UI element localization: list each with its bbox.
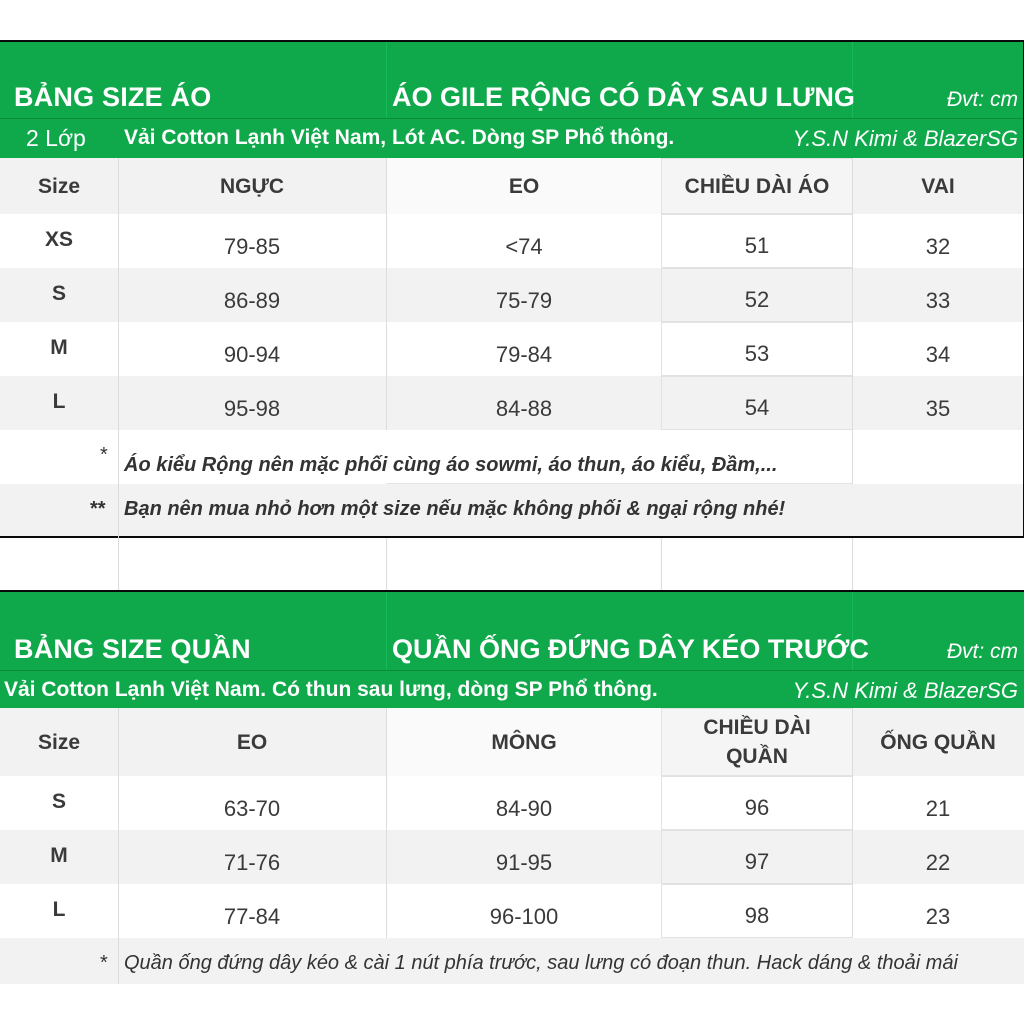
pants-dai: 96 (661, 776, 853, 830)
pants-eo: 71-76 (223, 850, 281, 875)
shirt-note-1: Áo kiểu Rộng nên mặc phối cùng áo sowmi, áo thun, áo kiểu, Đầm,... (124, 454, 778, 476)
shirt-col-dai: CHIỀU DÀI ÁO (661, 158, 853, 214)
pants-row-s (0, 776, 1024, 830)
shirt-vai: 33 (925, 288, 951, 313)
shirt-subtitle-row (0, 118, 1024, 158)
shirt-size: XS (44, 228, 73, 251)
pants-size: M (50, 844, 68, 867)
pants-header-row (0, 708, 1024, 776)
pants-col-dai-line1: CHIỀU DÀI (703, 716, 811, 739)
note-double-asterisk: ** (90, 498, 106, 520)
shirt-col-size: Size (37, 174, 81, 198)
pants-size: S (51, 790, 66, 813)
shirt-size: L (52, 390, 66, 413)
pants-note: Quần ống đứng dây kéo & cài 1 nút phía trước, sau lưng có đoạn thun. Hack dáng & thoải mái (124, 952, 958, 974)
shirt-nguc: 86-89 (223, 288, 281, 313)
pants-dai: 98 (661, 884, 853, 938)
shirt-eo: 79-84 (495, 342, 553, 367)
shirt-product-name: ÁO GILE RỘNG CÓ DÂY SAU LƯNG (392, 82, 855, 112)
shirt-table-title: BẢNG SIZE ÁO (14, 82, 212, 112)
shirt-col-eo: EO (386, 158, 662, 214)
pants-product-name: QUẦN ỐNG ĐỨNG DÂY KÉO TRƯỚC (392, 634, 869, 664)
pants-eo: 77-84 (223, 904, 281, 929)
shirt-col-vai: VAI (921, 174, 955, 198)
pants-row-l (0, 884, 1024, 938)
shirt-dai: 52 (661, 268, 853, 322)
shirt-brand: Y.S.N Kimi & BlazerSG (792, 126, 1018, 151)
spacer-row (0, 538, 1024, 590)
pants-col-eo: EO (236, 730, 268, 754)
shirt-eo: <74 (505, 234, 543, 259)
shirt-unit: Đvt: cm (946, 88, 1018, 111)
pants-unit: Đvt: cm (946, 640, 1018, 663)
shirt-material: Vải Cotton Lạnh Việt Nam, Lót AC. Dòng SP Phổ thông. (124, 126, 675, 149)
pants-col-dai (661, 708, 853, 776)
shirt-vai: 32 (925, 234, 951, 259)
pants-subtitle-row (0, 670, 1024, 708)
shirt-nguc: 90-94 (223, 342, 281, 367)
shirt-vai: 34 (925, 342, 951, 367)
shirt-nguc: 79-85 (223, 234, 281, 259)
pants-ong: 21 (925, 796, 951, 821)
shirt-header-row (0, 158, 1024, 214)
pants-ong: 22 (925, 850, 951, 875)
pants-table-title: BẢNG SIZE QUẦN (14, 634, 251, 664)
shirt-size: M (50, 336, 68, 359)
pants-col-ong: ỐNG QUẦN (880, 730, 996, 754)
pants-col-mong: MÔNG (386, 708, 662, 776)
shirt-col-nguc: NGỰC (118, 158, 386, 214)
shirt-note-2: Bạn nên mua nhỏ hơn một size nếu mặc không phối & ngại rộng nhé! (124, 498, 786, 520)
shirt-note-row-1 (0, 430, 1024, 484)
shirt-dai: 53 (661, 322, 853, 376)
shirt-row-l (0, 376, 1024, 430)
shirt-row-xs (0, 214, 1024, 268)
shirt-eo: 75-79 (495, 288, 553, 313)
pants-note-row (0, 938, 1024, 984)
pants-dai: 97 (661, 830, 853, 884)
pants-eo: 63-70 (223, 796, 281, 821)
shirt-dai: 51 (661, 214, 853, 268)
shirt-layers: 2 Lớp (26, 125, 86, 151)
shirt-size: S (51, 282, 66, 305)
pants-row-m (0, 830, 1024, 884)
pants-brand: Y.S.N Kimi & BlazerSG (792, 678, 1018, 703)
shirt-note-row-2 (0, 484, 1024, 536)
shirt-row-s (0, 268, 1024, 322)
note-asterisk: * (100, 444, 108, 466)
pants-material: Vải Cotton Lạnh Việt Nam. Có thun sau lưng, dòng SP Phổ thông. (4, 678, 658, 701)
shirt-vai: 35 (925, 396, 951, 421)
pants-col-size: Size (37, 730, 81, 754)
pants-ong: 23 (925, 904, 951, 929)
pants-size: L (52, 898, 66, 921)
shirt-row-m (0, 322, 1024, 376)
pants-mong: 84-90 (495, 796, 553, 821)
shirt-eo: 84-88 (495, 396, 553, 421)
pants-mong: 91-95 (495, 850, 553, 875)
note-asterisk: * (100, 952, 108, 974)
shirt-dai: 54 (661, 376, 853, 430)
pants-title-row (0, 590, 1024, 670)
pants-col-dai-line2: QUẦN (726, 745, 788, 768)
pants-mong: 96-100 (489, 904, 559, 929)
shirt-title-row (0, 40, 1024, 118)
shirt-nguc: 95-98 (223, 396, 281, 421)
